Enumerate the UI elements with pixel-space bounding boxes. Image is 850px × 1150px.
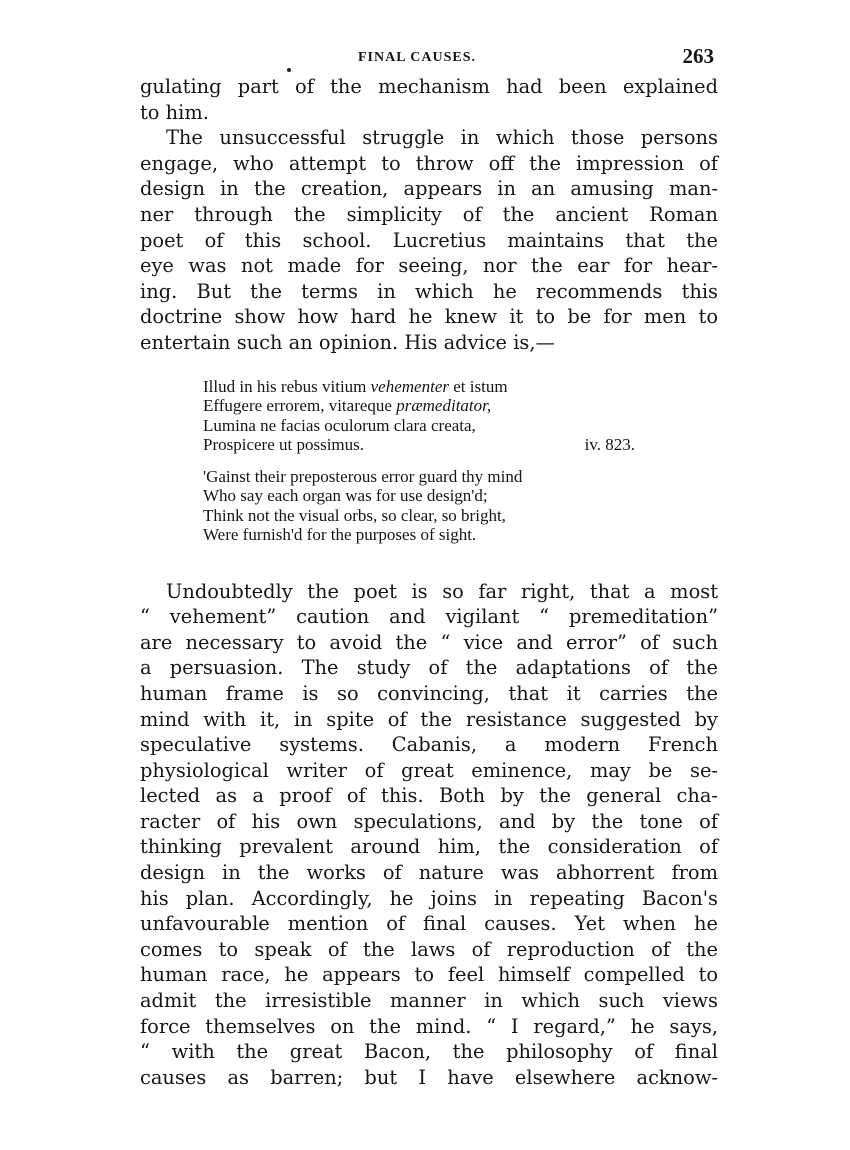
- page-header: [140, 40, 718, 74]
- verse-italic-text: vehementer: [370, 376, 449, 396]
- translation-line: Think not the visual orbs, so clear, so bright,: [203, 505, 506, 525]
- verse-text: Effugere errorem, vitareque: [203, 396, 397, 416]
- verse-line: [203, 377, 635, 397]
- text-line: design in the creation, appears in an amusing man-: [140, 177, 718, 201]
- text-line: lected as a proof of this. Both by the general cha-: [140, 784, 718, 808]
- text-line: physiological writer of great eminence, may be se-: [140, 758, 718, 782]
- text-line: The unsuccessful struggle in which those persons: [166, 126, 718, 150]
- text-line: Undoubtedly the poet is so far right, that a most: [166, 579, 718, 603]
- latin-verse-quote: [203, 377, 635, 545]
- text-line: comes to speak of the laws of reproduction of the: [140, 937, 718, 961]
- book-page: [140, 40, 718, 1090]
- text-line: to him.: [140, 100, 209, 124]
- ink-speck: [287, 68, 291, 72]
- text-line: engage, who attempt to throw off the impression of: [140, 151, 718, 175]
- text-line: poet of this school. Lucretius maintains that the: [140, 228, 718, 252]
- text-line: entertain such an opinion. His advice is,—: [140, 330, 555, 354]
- text-line: speculative systems. Cabanis, a modern French: [140, 733, 718, 757]
- verse-text: Prospicere ut possimus.: [203, 435, 365, 455]
- text-line: are necessary to avoid the “ vice and error” of such: [140, 630, 718, 654]
- text-line: “ vehement” caution and vigilant “ premeditation”: [140, 605, 718, 629]
- verse-text: et istum: [448, 376, 508, 396]
- text-line: force themselves on the mind. “ I regard,” he says,: [140, 1014, 718, 1038]
- translation-line: Who say each organ was for use design'd;: [203, 486, 488, 506]
- page-number: 263: [682, 44, 714, 68]
- text-line: design in the works of nature was abhorrent from: [140, 861, 718, 885]
- text-line: racter of his own speculations, and by the tone of: [140, 809, 718, 833]
- text-line: thinking prevalent around him, the consideration of: [140, 835, 718, 859]
- verse-italic-text: præmeditator,: [396, 396, 492, 416]
- paragraph-1: [140, 74, 718, 125]
- text-line: a persuasion. The study of the adaptations of the: [140, 656, 718, 680]
- text-line: ner through the simplicity of the ancient Roman: [140, 202, 718, 226]
- text-line: unfavourable mention of final causes. Yet when he: [140, 912, 718, 936]
- verse-text: Illud in his rebus vitium: [203, 376, 371, 396]
- text-line: gulating part of the mechanism had been explained: [140, 75, 718, 98]
- translation-line: 'Gainst their preposterous error guard thy mind: [203, 466, 523, 486]
- text-line: human frame is so convincing, that it carries the: [140, 681, 718, 705]
- text-line: mind with it, in spite of the resistance suggested by: [140, 707, 718, 731]
- text-line: “ with the great Bacon, the philosophy of final: [140, 1040, 718, 1064]
- translation-line: Were furnish'd for the purposes of sight.: [203, 525, 477, 545]
- verse-line: [203, 435, 635, 455]
- text-line: eye was not made for seeing, nor the ear for hear-: [140, 254, 718, 278]
- running-head: FINAL CAUSES.: [358, 50, 477, 65]
- paragraph-2: [140, 125, 718, 355]
- paragraph-3: [140, 579, 718, 1091]
- text-line: admit the irresistible manner in which such views: [140, 989, 718, 1013]
- verse-line: Lumina ne facias oculorum clara creata,: [203, 415, 476, 435]
- verse-reference: iv. 823.: [584, 435, 635, 455]
- verse-spacer: [203, 455, 635, 467]
- text-line: his plan. Accordingly, he joins in repeating Bacon's: [140, 886, 718, 910]
- text-line: ing. But the terms in which he recommends this: [140, 279, 718, 303]
- text-line: causes as barren; but I have elsewhere acknow-: [140, 1065, 718, 1089]
- text-line: human race, he appears to feel himself compelled to: [140, 963, 718, 987]
- verse-line: [203, 396, 635, 416]
- text-line: doctrine show how hard he knew it to be for men to: [140, 305, 718, 329]
